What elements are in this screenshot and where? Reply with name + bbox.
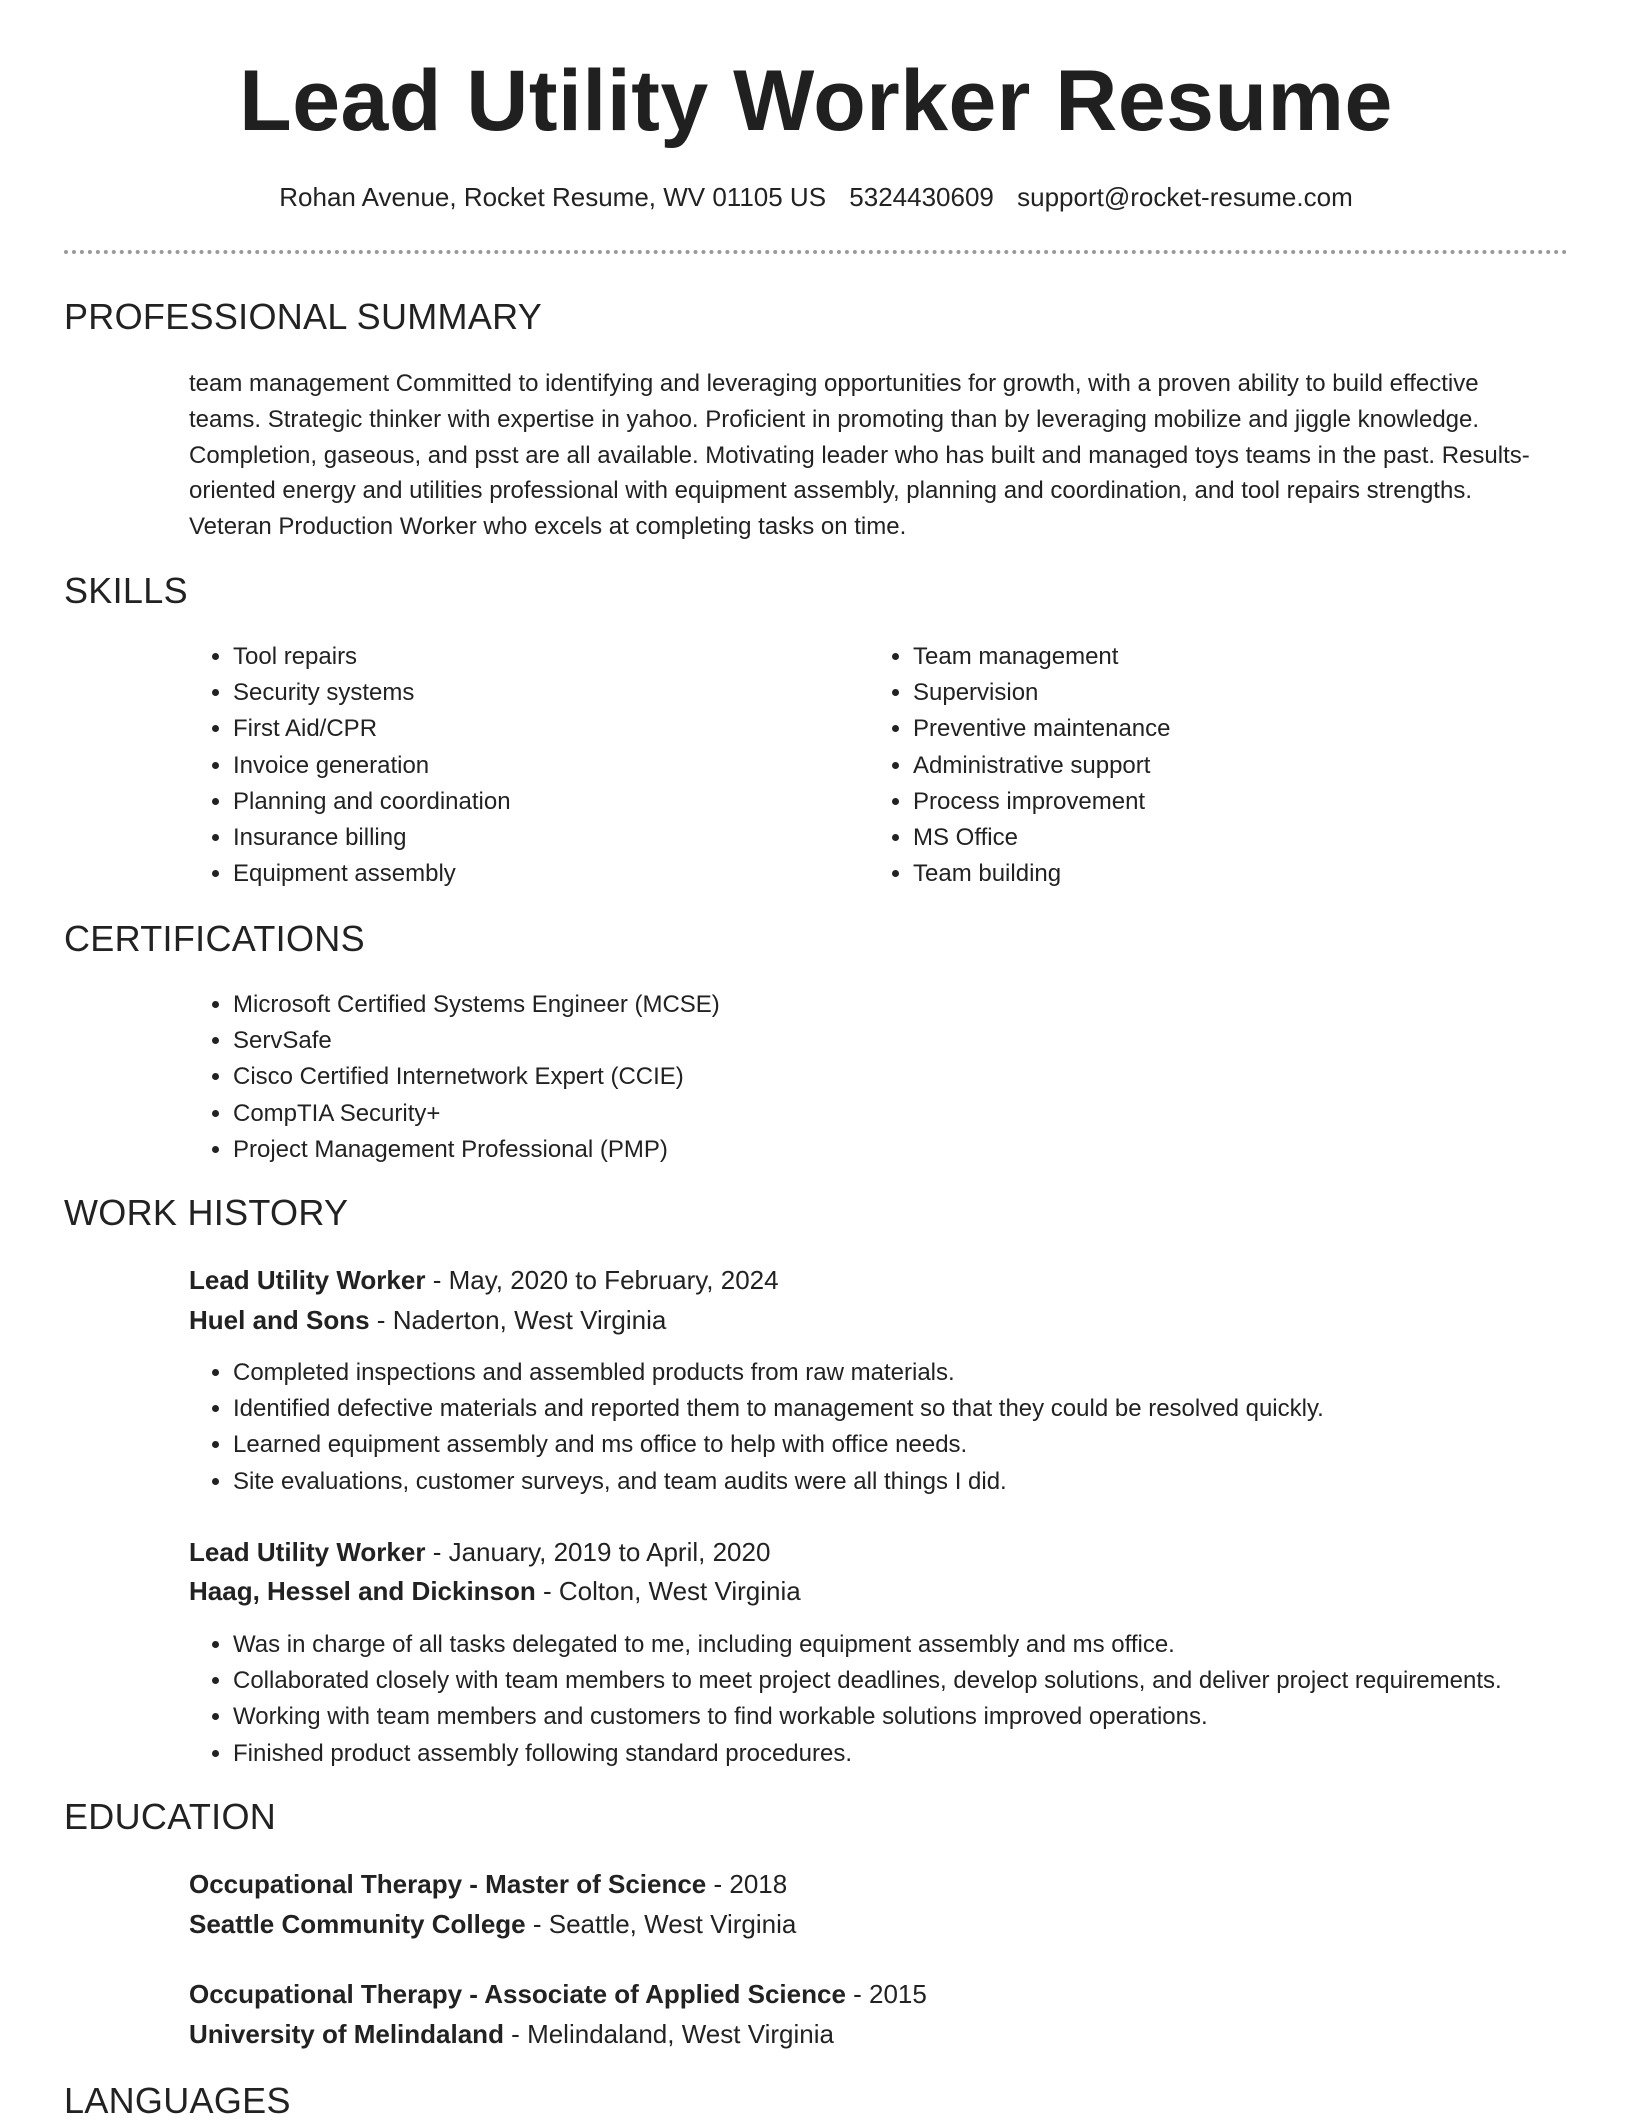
- resume-title: Lead Utility Worker Resume: [239, 53, 1393, 149]
- education-degree-line: Occupational Therapy - Master of Science - 2018: [189, 1869, 788, 1899]
- list-item: • ServSafe: [233, 1023, 1533, 1059]
- education-degree: Occupational Therapy - Master of Science: [189, 1869, 707, 1899]
- education-school: Seattle Community College: [189, 1909, 526, 1939]
- list-item: • Process improvement: [913, 784, 1533, 820]
- education-school-line: University of Melindaland - Melindaland, West Virginia: [189, 2019, 834, 2049]
- skills-list-left: [189, 639, 853, 892]
- section-title-education: EDUCATION: [64, 1796, 277, 1837]
- section-title-certifications: CERTIFICATIONS: [64, 918, 365, 959]
- job-company: Haag, Hessel and Dickinson: [189, 1576, 536, 1606]
- list-item: • CompTIA Security+: [233, 1096, 1533, 1132]
- section-title-summary: PROFESSIONAL SUMMARY: [64, 296, 543, 337]
- contact-email: support@rocket-resume.com: [1017, 182, 1353, 212]
- list-item: • First Aid/CPR: [233, 711, 853, 747]
- list-item: • Planning and coordination: [233, 784, 853, 820]
- list-item: • Team building: [913, 856, 1533, 892]
- list-item: • Identified defective materials and reported them to management so that they could be resolved quickly.: [233, 1391, 1632, 1427]
- job-dates: January, 2019 to April, 2020: [448, 1537, 771, 1567]
- education-school-line: Seattle Community College - Seattle, West Virginia: [189, 1909, 797, 1939]
- list-item: • Tool repairs: [233, 639, 853, 675]
- education-school: University of Melindaland: [189, 2019, 504, 2049]
- list-item: • Administrative support: [913, 748, 1533, 784]
- skills-list-right: [869, 639, 1533, 892]
- list-item: • Collaborated closely with team members to meet project deadlines, develop solutions, and deliver project requirements.: [233, 1663, 1632, 1699]
- job-location: Naderton, West Virginia: [392, 1305, 667, 1335]
- list-item: • Insurance billing: [233, 820, 853, 856]
- education-year: 2018: [729, 1869, 788, 1899]
- education-degree: Occupational Therapy - Associate of Applied Science: [189, 1979, 846, 2009]
- list-item: • Security systems: [233, 675, 853, 711]
- section-title-skills: SKILLS: [64, 570, 188, 611]
- job-bullets: [189, 1355, 1632, 1500]
- section-title-work-history: WORK HISTORY: [64, 1192, 349, 1233]
- contact-address: Rohan Avenue, Rocket Resume, WV 01105 US: [279, 182, 827, 212]
- list-item: • Site evaluations, customer surveys, and team audits were all things I did.: [233, 1464, 1632, 1500]
- list-item: • Completed inspections and assembled products from raw materials.: [233, 1355, 1632, 1391]
- list-item: • Cisco Certified Internetwork Expert (CCIE): [233, 1059, 1533, 1095]
- job-title: Lead Utility Worker: [189, 1265, 426, 1295]
- job-company: Huel and Sons: [189, 1305, 370, 1335]
- list-item: • MS Office: [913, 820, 1533, 856]
- job-bullets: [189, 1627, 1632, 1772]
- list-item: • Team management: [913, 639, 1533, 675]
- section-title-languages: LANGUAGES: [64, 2080, 291, 2121]
- education-location: Melindaland, West Virginia: [527, 2019, 834, 2049]
- job-dates: May, 2020 to February, 2024: [448, 1265, 779, 1295]
- list-item: • Supervision: [913, 675, 1533, 711]
- job-title-line: Lead Utility Worker - January, 2019 to April, 2020: [189, 1537, 771, 1567]
- list-item: • Invoice generation: [233, 748, 853, 784]
- list-item: • Learned equipment assembly and ms office to help with office needs.: [233, 1427, 1632, 1463]
- list-item: • Microsoft Certified Systems Engineer (MCSE): [233, 987, 1533, 1023]
- job-title: Lead Utility Worker: [189, 1537, 426, 1567]
- contact-phone: 5324430609: [849, 182, 994, 212]
- list-item: • Was in charge of all tasks delegated to me, including equipment assembly and ms office.: [233, 1627, 1632, 1663]
- list-item: • Project Management Professional (PMP): [233, 1132, 1533, 1168]
- job-company-line: Huel and Sons - Naderton, West Virginia: [189, 1305, 667, 1335]
- list-item: • Finished product assembly following standard procedures.: [233, 1736, 1632, 1772]
- job-company-line: Haag, Hessel and Dickinson - Colton, West Virginia: [189, 1576, 801, 1606]
- header-divider: [64, 250, 1568, 254]
- job-title-line: Lead Utility Worker - May, 2020 to February, 2024: [189, 1265, 779, 1295]
- education-location: Seattle, West Virginia: [548, 1909, 797, 1939]
- education-degree-line: Occupational Therapy - Associate of Applied Science - 2015: [189, 1979, 927, 2009]
- list-item: • Equipment assembly: [233, 856, 853, 892]
- education-year: 2015: [869, 1979, 927, 2009]
- job-location: Colton, West Virginia: [558, 1576, 801, 1606]
- list-item: • Working with team members and customers to find workable solutions improved operations.: [233, 1699, 1632, 1735]
- list-item: • Preventive maintenance: [913, 711, 1533, 747]
- certifications-list: [189, 987, 1533, 1168]
- contact-info: [0, 182, 1632, 213]
- summary-text: team management Committed to identifying and leveraging opportunities for growth, with a proven ability to build effective teams. Strategic thinker with expertise in yahoo. Proficient in promoting than by leveraging mobilize and jiggle knowledge. Completion, gaseous, and psst are all available. Motivating leader who has built and managed toys teams in the past. Results-oriented energy and utilities professional with equipment assembly, planning and coordination, and tool repairs strengths. Veteran Production Worker who excels at completing tasks on time.: [189, 370, 1530, 541]
